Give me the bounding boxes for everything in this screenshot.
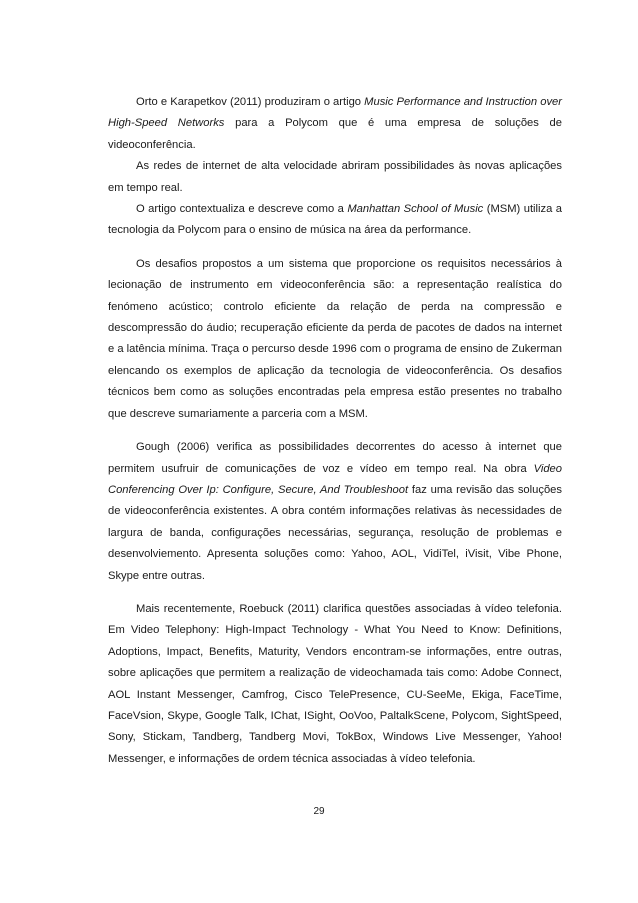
body-text (108, 92, 562, 770)
text-segment: faz uma revisão das soluções de videoconferência existentes. A obra contém informações relativas às necessidades de largura de banda, configurações necessárias, segurança, resolução de problemas e desenvolviemento. Apresenta soluções como: Yahoo, AOL, VidiTel, iVisit, Vibe Phone, Skype entre outras. (108, 483, 562, 582)
italic-title-segment: Music Performance and Instruction over High-Speed Networks (108, 96, 562, 130)
text-segment: As redes de internet de alta velocidade abriram possibilidades às novas aplicações em tempo real. (108, 160, 562, 194)
italic-title-segment: Manhattan School of Music (347, 203, 484, 216)
page-number: 29 (313, 806, 325, 817)
paragraph-artigo-msm (108, 199, 562, 242)
text-segment: O artigo contextualiza e descreve como a (136, 203, 348, 216)
text-segment: Gough (2006) verifica as possibilidades decorrentes do acesso à internet que permitem usufruir de comunicações de voz e vídeo em tempo real. Na obra (108, 441, 562, 475)
italic-title-segment: Video Conferencing Over Ip: Configure, Secure, And Troubleshoot (108, 462, 562, 496)
text-segment: Os desafios propostos a um sistema que proporcione os requisitos necessários à lecionação de instrumento em videoconferência são: a representação realística do fenómeno acústico; controlo eficiente da relação de perda na compressão e descompressão do áudio; recuperação eficiente da perda de pacotes de dados na internet e a latência mínima. Traça o percurso desde 1996 com o programa de ensino de Zukerman elencando os exemplos de aplicação da tecnologia de videoconferência. Os desafios técnicos bem como as soluções encontradas pela empresa estão presentes no trabalho que descreve sumariamente a parceria com a MSM. (108, 257, 562, 420)
paragraph-redes-internet (108, 156, 562, 199)
paragraph-orto-karapetkov (108, 92, 562, 156)
text-segment: (MSM) utiliza a tecnologia da Polycom para o ensino de música na área da performance. (108, 203, 562, 237)
paragraph-gough (108, 437, 562, 587)
text-segment: para a Polycom que é uma empresa de soluções de videoconferência. (108, 117, 562, 151)
text-segment: Orto e Karapetkov (2011) produziram o artigo (136, 96, 365, 108)
paragraph-desafios (108, 254, 562, 425)
text-segment: Mais recentemente, Roebuck (2011) clarifica questões associadas à vídeo telefonia. Em Video Telephony: High-Impact Technology - What You Need to Know: Definitions, Adoptions, Impact, Benefits, Maturity, Vendors encontram-se informações, entre outras, sobre aplicações que permitem a realização de videochamada tais como: Adobe Connect, AOL Instant Messenger, Camfrog, Cisco TelePresence, CU-SeeMe, Ekiga, FaceTime, FaceVsion, Skype, Google Talk, IChat, ISight, OoVoo, PaltalkScene, Polycom, SightSpeed, Sony, Stickam, Tandberg, Tandberg Movi, TokBox, Windows Live Messenger, Yahoo! Messenger, e informações de ordem técnica associadas à vídeo telefonia. (108, 602, 562, 765)
paragraph-roebuck (108, 599, 562, 770)
